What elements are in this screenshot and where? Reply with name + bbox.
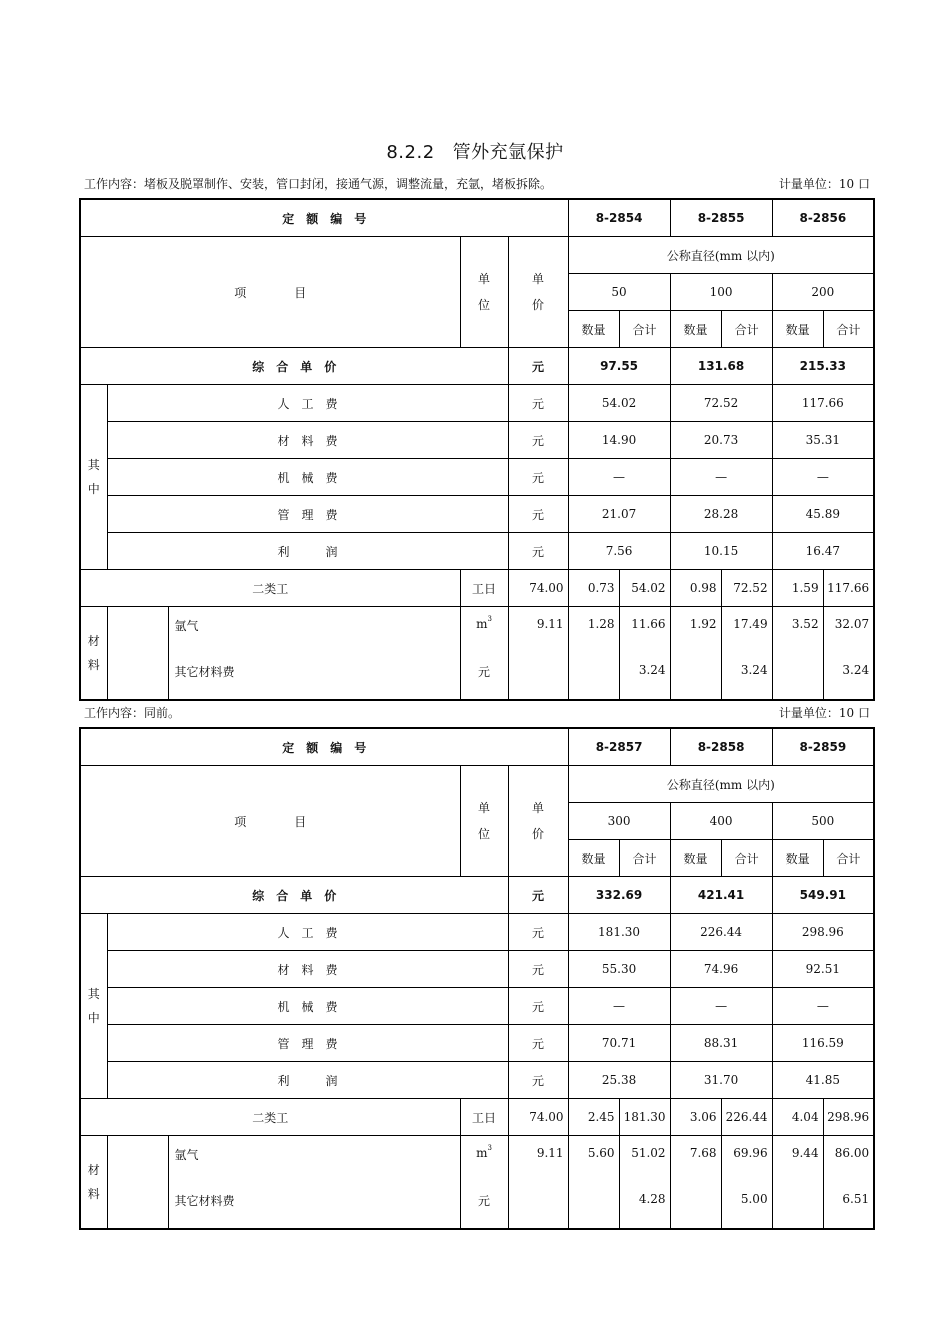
cell: 综 合 单 价 — [80, 348, 508, 385]
cell: 54.02 — [568, 385, 670, 422]
cell: 8-2858 — [670, 728, 772, 766]
cell: 机 械 费 — [107, 459, 508, 496]
cost-row — [80, 988, 874, 1025]
cell: 元 — [508, 422, 568, 459]
among-label: 其 中 — [80, 385, 107, 570]
cell: 数量 — [670, 840, 721, 877]
cell: 元 — [508, 1062, 568, 1099]
cell: 元 — [508, 385, 568, 422]
material-row — [80, 1136, 874, 1183]
cell: 合计 — [721, 311, 772, 348]
s2-meta — [84, 704, 870, 722]
cell: 数量 — [772, 840, 823, 877]
cell: 31.70 — [670, 1062, 772, 1099]
cell: 7.56 — [568, 533, 670, 570]
code-row — [80, 199, 874, 237]
cell: 226.44 — [670, 914, 772, 951]
cell: 材 料 费 — [107, 422, 508, 459]
cell: 300 — [568, 803, 670, 840]
cell: 数量 — [568, 840, 619, 877]
cell: 50 — [568, 274, 670, 311]
cell: 549.91 — [772, 877, 874, 914]
cell: 元 — [508, 951, 568, 988]
cell: 25.38 — [568, 1062, 670, 1099]
cell: 元 — [508, 533, 568, 570]
cell: 1.28 — [568, 607, 619, 654]
cell: 二类工 — [80, 1099, 460, 1136]
cell: — — [670, 459, 772, 496]
cell: 74.00 — [508, 570, 568, 607]
cell: 298.96 — [772, 914, 874, 951]
cell: 元 — [508, 348, 568, 385]
cell: 项 目 — [80, 237, 460, 348]
cell: 74.96 — [670, 951, 772, 988]
cell: 4.28 — [619, 1182, 670, 1229]
cell: 117.66 — [772, 385, 874, 422]
cell: 1.92 — [670, 607, 721, 654]
cell: 35.31 — [772, 422, 874, 459]
measure-unit: 计量单位：10 口 — [778, 706, 870, 720]
cell: 公称直径(mm 以内) — [568, 237, 874, 274]
cell: 8-2856 — [772, 199, 874, 237]
cell: 3.24 — [721, 653, 772, 700]
cell: 材 料 费 — [107, 951, 508, 988]
cell: 0.98 — [670, 570, 721, 607]
cell: 项 目 — [80, 766, 460, 877]
cell: 32.07 — [823, 607, 874, 654]
measure-unit: 计量单位：10 口 — [778, 177, 870, 191]
cost-row — [80, 422, 874, 459]
cell: 181.30 — [568, 914, 670, 951]
cell: 131.68 — [670, 348, 772, 385]
price-header: 单 价 — [508, 766, 568, 877]
cell: 合计 — [619, 311, 670, 348]
cell: 8-2855 — [670, 199, 772, 237]
cell: — — [568, 988, 670, 1025]
cell: 21.07 — [568, 496, 670, 533]
cell: 3.52 — [772, 607, 823, 654]
section-name: 管外充氩保护 — [452, 142, 564, 163]
cell: 74.00 — [508, 1099, 568, 1136]
cell: 11.66 — [619, 607, 670, 654]
section-number: 8.2.2 — [386, 142, 435, 163]
cell: — — [772, 459, 874, 496]
cell: 16.47 — [772, 533, 874, 570]
page-title — [0, 138, 950, 164]
cost-row — [80, 1025, 874, 1062]
cell: 226.44 — [721, 1099, 772, 1136]
cell: 45.89 — [772, 496, 874, 533]
cell: 20.73 — [670, 422, 772, 459]
blank-cell — [670, 653, 721, 700]
header-row — [80, 766, 874, 803]
total-row — [80, 348, 874, 385]
cell: 70.71 — [568, 1025, 670, 1062]
cell: 55.30 — [568, 951, 670, 988]
cell: 4.04 — [772, 1099, 823, 1136]
material-row — [80, 1182, 874, 1229]
cell: 88.31 — [670, 1025, 772, 1062]
cell: 421.41 — [670, 877, 772, 914]
cell: 3.06 — [670, 1099, 721, 1136]
cell: 利 润 — [107, 533, 508, 570]
cell: — — [568, 459, 670, 496]
cost-row — [80, 496, 874, 533]
cell: 97.55 — [568, 348, 670, 385]
cell: 元 — [460, 653, 508, 700]
cell: 8-2854 — [568, 199, 670, 237]
labor-row — [80, 570, 874, 607]
s1-meta — [84, 175, 870, 193]
cell: 3.24 — [619, 653, 670, 700]
cell: 8-2857 — [568, 728, 670, 766]
cell: 管 理 费 — [107, 496, 508, 533]
blank-cell — [772, 1182, 823, 1229]
cell: 9.11 — [508, 607, 568, 654]
cell: 5.00 — [721, 1182, 772, 1229]
unit-header: 单 位 — [460, 237, 508, 348]
cell: 0.73 — [568, 570, 619, 607]
cell: 72.52 — [721, 570, 772, 607]
cell: 500 — [772, 803, 874, 840]
cell: 机 械 费 — [107, 988, 508, 1025]
total-row — [80, 877, 874, 914]
cell: 9.44 — [772, 1136, 823, 1183]
cell: 86.00 — [823, 1136, 874, 1183]
cell: 41.85 — [772, 1062, 874, 1099]
material-label: 材 料 — [80, 1136, 107, 1230]
cell: 332.69 — [568, 877, 670, 914]
work-content: 工作内容：同前。 — [84, 706, 181, 720]
cell: 合计 — [823, 840, 874, 877]
work-content: 工作内容：堵板及脱罩制作、安装，管口封闭，接通气源，调整流量，充氩，堵板拆除。 — [84, 177, 553, 191]
cell: 9.11 — [508, 1136, 568, 1183]
cell: 管 理 费 — [107, 1025, 508, 1062]
cell: 综 合 单 价 — [80, 877, 508, 914]
labor-row — [80, 1099, 874, 1136]
argon-unit: $m^3$ — [460, 607, 508, 654]
cell: 117.66 — [823, 570, 874, 607]
cell: 氩气 — [168, 607, 460, 654]
blank-cell — [107, 607, 168, 701]
cell: 人 工 费 — [107, 914, 508, 951]
cell: 28.28 — [670, 496, 772, 533]
cell: 298.96 — [823, 1099, 874, 1136]
s1-quota-table — [79, 198, 875, 701]
cell: 数量 — [670, 311, 721, 348]
material-row — [80, 607, 874, 654]
cell: 利 润 — [107, 1062, 508, 1099]
among-label: 其 中 — [80, 914, 107, 1099]
cell: — — [772, 988, 874, 1025]
cell: 54.02 — [619, 570, 670, 607]
cell: 工日 — [460, 1099, 508, 1136]
cell: 数量 — [568, 311, 619, 348]
cell: 合计 — [721, 840, 772, 877]
cell: 元 — [508, 988, 568, 1025]
cell: 116.59 — [772, 1025, 874, 1062]
cell: 工日 — [460, 570, 508, 607]
cost-row — [80, 951, 874, 988]
cost-row — [80, 385, 874, 422]
argon-unit: $m^3$ — [460, 1136, 508, 1183]
cell: 181.30 — [619, 1099, 670, 1136]
material-row — [80, 653, 874, 700]
cell: 数量 — [772, 311, 823, 348]
cell: 17.49 — [721, 607, 772, 654]
cell: 69.96 — [721, 1136, 772, 1183]
cell: 200 — [772, 274, 874, 311]
cell: 元 — [508, 459, 568, 496]
cell: 51.02 — [619, 1136, 670, 1183]
blank-cell — [568, 653, 619, 700]
header-row — [80, 237, 874, 274]
cost-row — [80, 459, 874, 496]
cell: 定 额 编 号 — [80, 199, 568, 237]
cell: 合计 — [619, 840, 670, 877]
code-row — [80, 728, 874, 766]
cell: 其它材料费 — [168, 1182, 460, 1229]
price-header: 单 价 — [508, 237, 568, 348]
cell: 3.24 — [823, 653, 874, 700]
s2-quota-table — [79, 727, 875, 1230]
blank-cell — [568, 1182, 619, 1229]
cell: 元 — [508, 914, 568, 951]
cell: 二类工 — [80, 570, 460, 607]
blank-cell — [508, 1182, 568, 1229]
cell: 人 工 费 — [107, 385, 508, 422]
cell: 元 — [508, 877, 568, 914]
unit-header: 单 位 — [460, 766, 508, 877]
cell: 72.52 — [670, 385, 772, 422]
cell: 元 — [508, 496, 568, 533]
cell: 10.15 — [670, 533, 772, 570]
cell: 100 — [670, 274, 772, 311]
cost-row — [80, 533, 874, 570]
cell: 400 — [670, 803, 772, 840]
cell: 其它材料费 — [168, 653, 460, 700]
cell: 元 — [460, 1182, 508, 1229]
blank-cell — [772, 653, 823, 700]
cell: 14.90 — [568, 422, 670, 459]
cost-row — [80, 1062, 874, 1099]
cell: 8-2859 — [772, 728, 874, 766]
cell: 公称直径(mm 以内) — [568, 766, 874, 803]
cell: 元 — [508, 1025, 568, 1062]
cell: 1.59 — [772, 570, 823, 607]
cost-row — [80, 914, 874, 951]
cell: 215.33 — [772, 348, 874, 385]
blank-cell — [107, 1136, 168, 1230]
blank-cell — [670, 1182, 721, 1229]
cell: 6.51 — [823, 1182, 874, 1229]
cell: 5.60 — [568, 1136, 619, 1183]
cell: 2.45 — [568, 1099, 619, 1136]
blank-cell — [508, 653, 568, 700]
material-label: 材 料 — [80, 607, 107, 701]
cell: 氩气 — [168, 1136, 460, 1183]
cell: 92.51 — [772, 951, 874, 988]
cell: 合计 — [823, 311, 874, 348]
cell: — — [670, 988, 772, 1025]
cell: 定 额 编 号 — [80, 728, 568, 766]
cell: 7.68 — [670, 1136, 721, 1183]
